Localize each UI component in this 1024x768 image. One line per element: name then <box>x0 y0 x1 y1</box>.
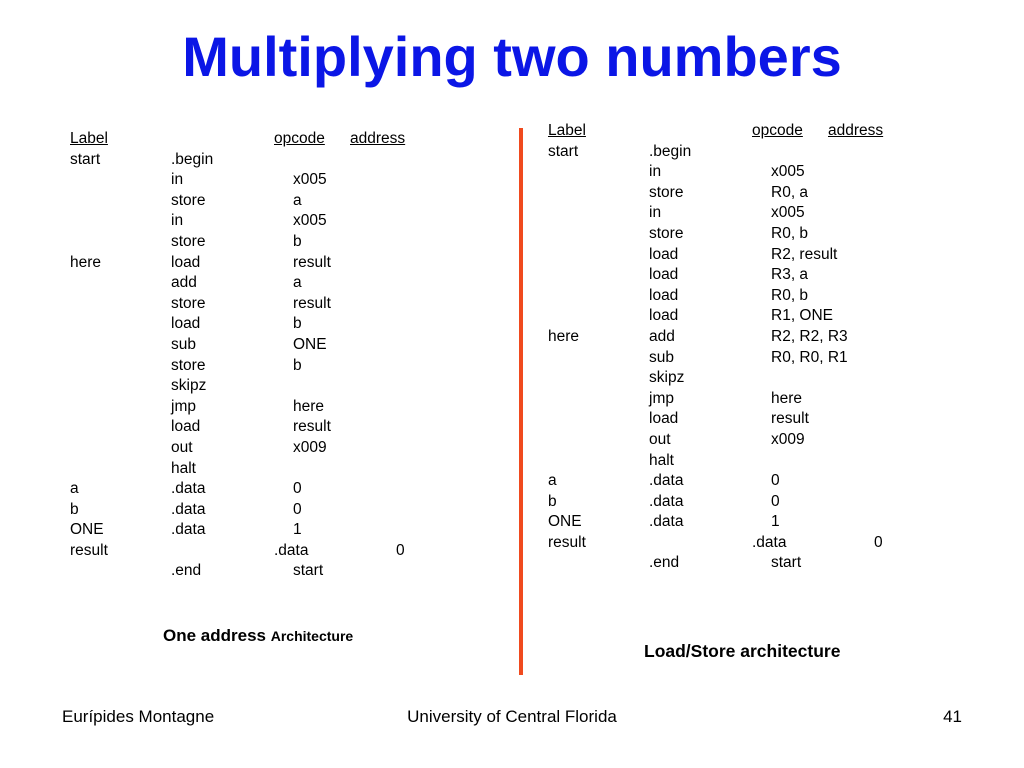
caption-main: One address <box>163 626 266 645</box>
opcode-cell: .data <box>649 513 684 531</box>
address-cell: R2, R2, R3 <box>771 327 848 345</box>
opcode-cell: sub <box>649 348 674 366</box>
opcode-cell: load <box>649 245 679 263</box>
opcode-cell: .data <box>171 521 206 539</box>
address-cell: 0 <box>771 472 780 490</box>
address-cell: 0 <box>293 500 302 518</box>
opcode-cell: .data <box>752 533 787 551</box>
address-cell: here <box>293 397 325 415</box>
address-cell: x009 <box>293 438 327 456</box>
slide-title: Multiplying two numbers <box>182 25 842 88</box>
opcode-cell: skipz <box>171 377 207 395</box>
label-cell: here <box>548 327 580 345</box>
opcode-cell: .end <box>649 554 680 572</box>
opcode-cell: load <box>649 410 679 428</box>
address-column-header: address <box>828 122 884 139</box>
opcode-cell: .data <box>649 472 684 490</box>
opcode-cell: skipz <box>649 369 685 387</box>
footer-author: Eurípides Montagne <box>62 707 215 726</box>
opcode-cell: store <box>649 183 684 201</box>
address-cell: R0, b <box>771 224 809 242</box>
load-store-caption: Load/Store architecture <box>644 641 841 661</box>
address-cell: result <box>293 253 331 271</box>
opcode-cell: sub <box>171 335 196 353</box>
address-cell: result <box>771 410 809 428</box>
address-cell: R0, R0, R1 <box>771 348 848 366</box>
opcode-cell: store <box>171 294 206 312</box>
opcode-cell: load <box>649 266 679 284</box>
address-cell: R3, a <box>771 266 809 284</box>
label-cell: result <box>548 533 586 551</box>
label-cell: start <box>548 142 579 160</box>
opcode-cell: jmp <box>171 397 196 415</box>
opcode-cell: add <box>171 274 197 292</box>
address-cell: a <box>293 191 302 209</box>
opcode-cell: .begin <box>649 142 692 160</box>
opcode-cell: load <box>171 418 201 436</box>
opcode-cell: halt <box>649 451 674 469</box>
address-cell: start <box>771 554 802 572</box>
opcode-cell: .end <box>171 562 202 580</box>
address-cell: ONE <box>293 335 327 353</box>
address-cell: b <box>293 356 302 374</box>
opcode-column-header: opcode <box>274 130 325 147</box>
label-column-header: Label <box>548 122 586 139</box>
vertical-divider <box>519 128 523 675</box>
address-cell: start <box>293 562 324 580</box>
address-cell: x005 <box>293 171 327 189</box>
opcode-cell: out <box>649 430 671 448</box>
label-cell: a <box>70 480 79 498</box>
opcode-cell: in <box>649 163 662 181</box>
address-cell: a <box>293 274 302 292</box>
label-cell: b <box>70 500 79 518</box>
opcode-cell: jmp <box>649 389 674 407</box>
opcode-cell: halt <box>171 459 196 477</box>
address-cell: 0 <box>293 480 302 498</box>
address-cell: result <box>293 418 331 436</box>
address-column-header: address <box>350 130 406 147</box>
address-cell: x005 <box>771 163 805 181</box>
label-cell: ONE <box>70 521 104 539</box>
opcode-cell: store <box>171 232 206 250</box>
address-cell: 0 <box>874 533 883 551</box>
opcode-cell: load <box>649 307 679 325</box>
opcode-cell: .data <box>274 541 309 559</box>
footer-institution: University of Central Florida <box>407 707 617 726</box>
label-cell: result <box>70 541 108 559</box>
opcode-cell: in <box>171 171 184 189</box>
opcode-cell: store <box>649 224 684 242</box>
opcode-cell: load <box>171 253 201 271</box>
address-cell: R2, result <box>771 245 838 263</box>
address-cell: b <box>293 315 302 333</box>
opcode-cell: in <box>649 204 662 222</box>
address-cell: x005 <box>771 204 805 222</box>
label-cell: b <box>548 492 557 510</box>
opcode-cell: .begin <box>171 150 214 168</box>
opcode-cell: load <box>171 315 201 333</box>
opcode-cell: load <box>649 286 679 304</box>
caption-sub: Architecture <box>270 628 354 644</box>
address-cell: R1, ONE <box>771 307 834 325</box>
opcode-cell: store <box>171 356 206 374</box>
label-cell: a <box>548 472 557 490</box>
opcode-cell: .data <box>649 492 684 510</box>
opcode-cell: add <box>649 327 675 345</box>
opcode-cell: store <box>171 191 206 209</box>
address-cell: b <box>293 232 302 250</box>
address-cell: R0, b <box>771 286 809 304</box>
label-cell: start <box>70 150 101 168</box>
address-cell: x009 <box>771 430 805 448</box>
opcode-cell: .data <box>171 480 206 498</box>
address-cell: 1 <box>771 513 780 531</box>
address-cell: 1 <box>293 521 302 539</box>
label-cell: ONE <box>548 513 582 531</box>
opcode-cell: in <box>171 212 184 230</box>
opcode-cell: .data <box>171 500 206 518</box>
opcode-cell: out <box>171 438 193 456</box>
address-cell: 0 <box>396 541 405 559</box>
address-cell: 0 <box>771 492 780 510</box>
one-address-caption <box>163 626 353 646</box>
address-cell: here <box>771 389 803 407</box>
address-cell: x005 <box>293 212 327 230</box>
address-cell: result <box>293 294 331 312</box>
label-cell: here <box>70 253 102 271</box>
label-column-header: Label <box>70 130 108 147</box>
address-cell: R0, a <box>771 183 809 201</box>
opcode-column-header: opcode <box>752 122 803 139</box>
footer-page-number: 41 <box>943 707 962 726</box>
